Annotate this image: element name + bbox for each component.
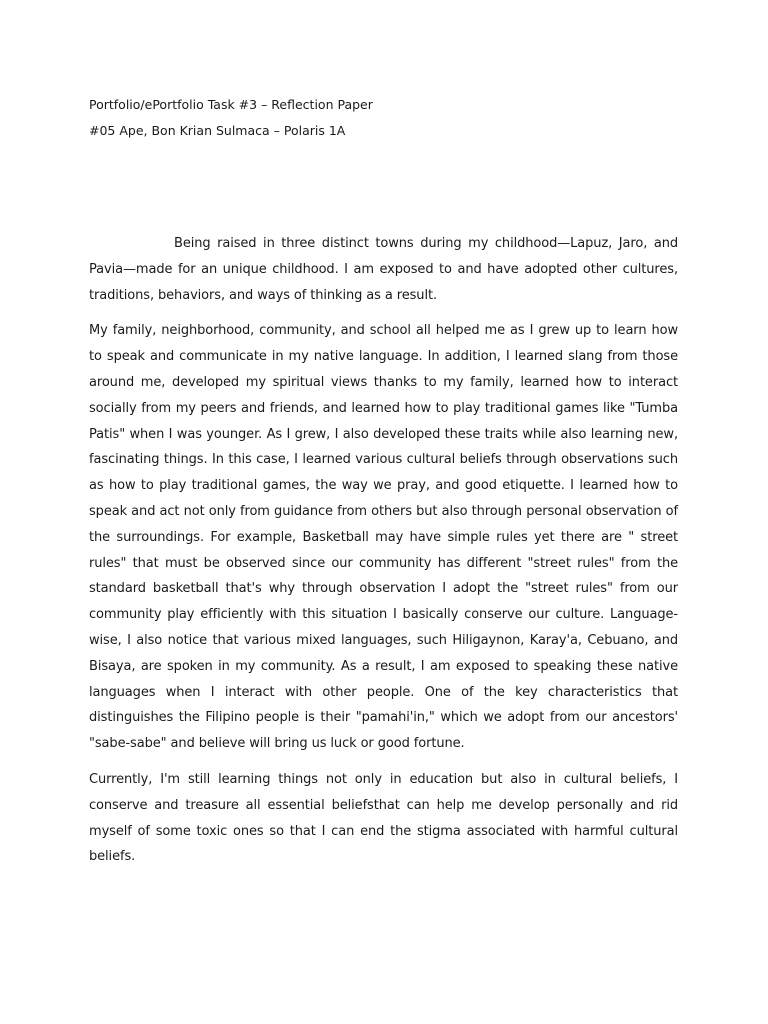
document-header [89,92,689,144]
document-body [89,231,678,880]
task-title: Portfolio/ePortfolio Task #3 – Reflection Paper [89,97,373,112]
paragraph-conclusion: Currently, I'm still learning things not only in education but also in cultural beliefs, I conserve and treasure all essential beliefsthat can help me develop personally and rid myself of some toxic ones so that I can end the stigma associated with harmful cultural beliefs. [89,771,678,865]
paragraph-intro: Being raised in three distinct towns during my childhood—Lapuz, Jaro, and Pavia—made for an unique childhood. I am exposed to and have adopted other cultures, traditions, behaviors, and ways of thinking as a result. [89,236,678,303]
paragraph-main: My family, neighborhood, community, and school all helped me as I grew up to learn how to speak and communicate in my native language. In addition, I learned slang from those around me, developed my spiritual views thanks to my family, learned how to interact socially from my peers and friends, and learned how to play traditional games like "Tumba Patis" when I was younger. As I grew, I also developed these traits while also learning new, fascinating things. In this case, I learned various cultural beliefs through observations such as how to play traditional games, the way we pray, and good etiquette. I learned how to speak and act not only from guidance from others but also through personal observation of the surroundings. For example, Basketball may have simple rules yet there are " street rules" that must be observed since our community has different "street rules" from the standard basketball that's why through observation I adopt the "street rules" from our community play efficiently with this situation I basically conserve our culture. Language-wise, I also notice that various mixed languages, such Hiligaynon, Karay'a, Cebuano, and Bisaya, are spoken in my community. As a result, I am exposed to speaking these native languages when I interact with other people. One of the key characteristics that distinguishes the Filipino people is their "pamahi'in," which we adopt from our ancestors' "sabe-sabe" and believe will bring us luck or good fortune. [89,323,678,752]
author-line: #05 Ape, Bon Krian Sulmaca – Polaris 1A [89,123,346,138]
